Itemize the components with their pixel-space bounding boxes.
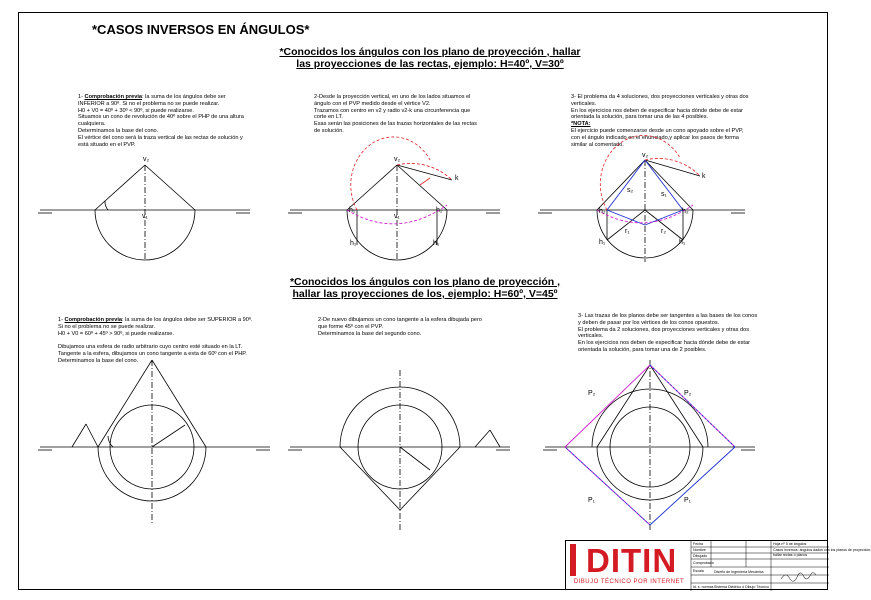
section2-title-line1: *Conocidos los ángulos con los plano de proyección ,	[289, 276, 561, 288]
tb-row-normas: id. s. normas	[693, 585, 714, 589]
radius-line-4	[152, 425, 185, 447]
cone-generatrix-right-6	[650, 365, 703, 447]
label-r2-fig3: r₂	[661, 228, 667, 235]
tb-row-nombre: Nombre	[693, 548, 706, 552]
section2-title-line2: hallar las proyecciones de los, ejemplo: H=60º, V=45º	[292, 288, 558, 300]
cone-generatrix-left-2	[347, 165, 397, 210]
label-h1-right-fig3: h₁	[679, 239, 686, 246]
label-r1-fig3: r₁	[625, 228, 630, 235]
section1-step1-note: 1- Comprobación previa: la suma de los ángulos debe ser INFERIOR a 90º. Si no el problema no se puede realizar. H0 + V0 = 40º + 30º < 90º, si puede realizarse. Situamos un cono de revolución de 40º sobre el PHP de una altura cualquiera. Determinamos la base del cono. El vértice del cono será la traza vertical de las rectas de solución y está situado en el PVP.	[78, 94, 244, 148]
label-h1-left-fig2: h₁	[350, 240, 357, 247]
magenta-trace-left-6	[565, 365, 650, 447]
section1-step2-note: 2-Desde la proyección vertical, en uno de los lados situamos el ángulo con el PVP medido desde el vértice V2. Trazamos con centro en v2 y radio v2-k una circunferencia que corte en LT. Esas serán las posiciones de las trazas horizontales de las rectas de solución.	[314, 94, 477, 134]
cone-generatrix-right-5	[400, 447, 460, 510]
angle-ref-line-4	[72, 424, 86, 447]
section1-title-line1: *Conocidos los ángulos con los plano de proyección , hallar	[279, 46, 581, 58]
label-P1-left: P₁	[588, 497, 596, 504]
solution-r1-right	[645, 210, 683, 240]
logo-tagline: DIBUJO TÉCNICO POR INTERNET	[573, 579, 685, 585]
cone-generatrix-right-4	[152, 360, 206, 447]
label-h2-left-fig2: h₂	[349, 207, 356, 214]
v2-k-line-3	[645, 160, 700, 176]
tb-row-escala: Escala	[693, 569, 704, 573]
label-v2-fig3: v₂	[642, 152, 649, 159]
logo-text: DITIN	[586, 542, 678, 579]
figure-5-sphere-cones	[288, 370, 510, 530]
label-P2-left: P₂	[588, 390, 596, 397]
tb-school: Diseño de Ingeniería Mecánica	[714, 570, 764, 574]
angle-ref-line-5b	[490, 430, 500, 447]
blue-line-h-right-3	[645, 210, 683, 225]
solution-r1-left	[607, 210, 645, 240]
tb-row-comprobado: Comprobado	[693, 561, 714, 565]
label-v2-fig2: v₂	[394, 156, 401, 163]
tb-row-dibujado: Dibujado	[693, 554, 708, 558]
blue-line-right-3	[645, 160, 683, 210]
step1b-check-text: : la suma de los ángulos debe ser SUPERIOR a 90º. Si no el problema no se puede realizar. H0 + V0 = 60º + 45º > 90º, si puede realizarse. Dibujamos una esfera de radio arbitrario cuyo centro esté situado en la LT. Tangente a la esfera, dibujamos un cono tangente a esta de 60º con el PHP. Determinamos la base del cono.	[58, 317, 253, 364]
label-s2-fig3: s₂	[627, 187, 634, 194]
label-h1-right-fig2: h₁	[433, 240, 440, 247]
step1-check-heading: Comprobación previa	[84, 94, 143, 100]
figure-4-sphere-cone	[38, 360, 270, 525]
step1-check-text: : la suma de los ángulos debe ser INFERIOR a 90º. Si no el problema no se puede realizar. H0 + V0 = 40º + 30º < 90º, si puede realizarse. Situamos un cono de revolución de 40º sobre el PHP de una altura cualquiera. Determinamos la base del cono. El vértice del cono será la traza vertical de las rectas de solución y está situado en el PVP.	[78, 94, 244, 148]
cone-generatrix-left-5	[340, 447, 400, 510]
label-h1-left-fig3: h₁	[599, 239, 606, 246]
cone-generatrix-left-3	[597, 160, 645, 210]
step3-note-heading: *NOTA:	[571, 121, 591, 128]
cone-generatrix-right-1	[145, 165, 195, 210]
cone-generatrix-left-6	[597, 365, 650, 447]
red-circle-arc-2	[351, 137, 430, 210]
label-k-fig2: k	[455, 175, 459, 182]
cone-generatrix-right-3	[645, 160, 693, 210]
page-title: *CASOS INVERSOS EN ÁNGULOS*	[92, 22, 310, 37]
label-h2-left-fig3: h₂	[599, 208, 606, 215]
tb-topic-line2: hallar rectas o planos	[773, 553, 808, 557]
label-k-fig3: k	[702, 173, 706, 180]
label-v1-fig2: v₁	[394, 213, 400, 220]
blue-line-left-3	[607, 160, 645, 210]
step3-text: 3- El problema da 4 soluciones, dos proyecciones verticales y otras dos verticales. En los ejercicios nos deben de especificar hacia dónde debe de estar orientada la solución, para tomar una de las 4 posibles.	[571, 94, 749, 121]
angle-arc-1	[105, 201, 108, 210]
tb-course: Sistema Diédrico ó Dibujo Técnico	[714, 585, 769, 589]
section2-step2-note: 2-De nuevo dibujamos un cono tangente a la esfera dibujada pero que forme 45º con el PVP. Determinamos la base del segundo cono.	[318, 317, 482, 337]
section1-title-line2: las proyecciones de las rectas, ejemplo: H=40º, V=30º	[296, 58, 564, 70]
label-P2-right: P₂	[684, 390, 692, 397]
figure-6-planes	[543, 360, 755, 530]
signature-scribble	[566, 541, 829, 591]
tb-sheet-title: Hoja nº 5 de ángulos	[773, 542, 807, 546]
red-circle-arc-3	[600, 135, 680, 210]
label-v1-fig1: v₁	[142, 213, 148, 220]
cone-generatrix-left-1	[95, 165, 145, 210]
step1b-check-heading: Comprobación previa	[64, 317, 123, 323]
radius-line-5	[400, 447, 430, 470]
blue-trace-right-6	[650, 447, 735, 525]
cone-generatrix-left-4	[98, 360, 152, 447]
label-s1-fig3: s₁	[661, 191, 667, 198]
angle-ref-line-5	[475, 430, 490, 447]
step3-note-text: El ejercicio puede comenzarse desde un cono apoyado sobre el PVP, con el ángulo indicado en el enunciado,y aplicar los pasos de forma similar al comentado.	[571, 127, 744, 148]
section2-step1-note: 1- Comprobación previa: la suma de los ángulos debe ser SUPERIOR a 90º. Si no el problema no se puede realizar. H0 + V0 = 60º + 45º > 90º, si puede realizarse. Dibujamos una esfera de radio arbitrario cuyo centro esté situado en la LT. Tangente a la esfera, dibujamos un cono tangente a esta de 60º con el PHP. Determinamos la base del cono.	[58, 317, 253, 364]
label-h2-right-fig2: h₂	[436, 207, 443, 214]
section2-step3-note: 3- Las trazas de los planos debe ser tangentes a las bases de los conos y deben de pasar por los vértices de los conos opuestos. El problema da 2 soluciones, dos proyecciones verticales y otras dos verticales. En los ejercicios nos deben de especificar hacia dónde debe de estar orientada la solución, para tomar una de 2 posibles.	[578, 313, 758, 353]
label-h2-right-fig3: h₂	[682, 208, 689, 215]
label-P1-right: P₁	[684, 497, 692, 504]
tb-row-fecha: Fecha	[693, 542, 703, 546]
angle-ref-line-4b	[86, 424, 98, 447]
tb-topic-line1: Casos inversos: ángulos dados con los planos de proyección,	[773, 548, 871, 552]
title-block	[565, 540, 871, 590]
figure-3-solutions	[538, 160, 745, 262]
red-angle-mark-2	[420, 178, 430, 185]
label-v2-fig1: v₂	[143, 156, 150, 163]
